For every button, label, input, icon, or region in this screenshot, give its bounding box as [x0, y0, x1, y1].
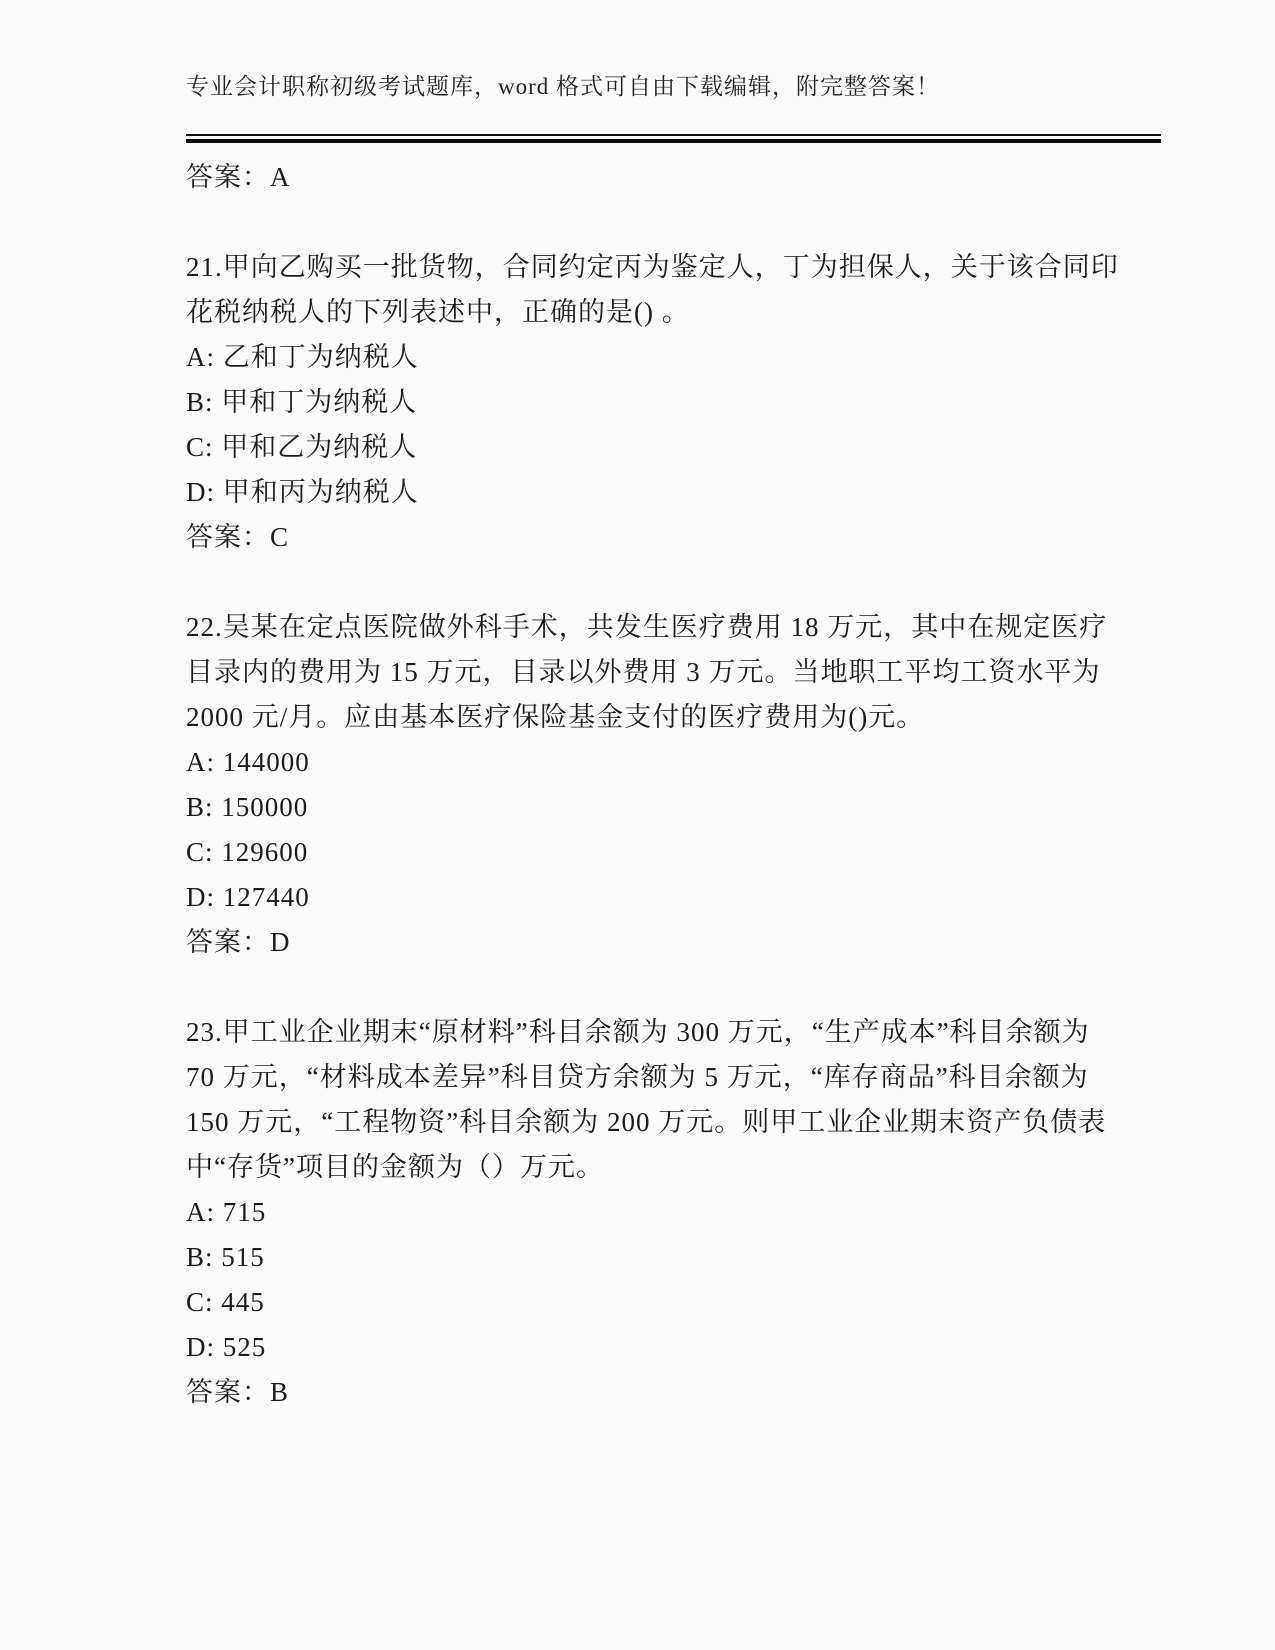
question-21-option-a: A: 乙和丁为纳税人: [186, 342, 419, 372]
previous-question-answer: 答案：A: [186, 162, 291, 192]
question-21-text: 21.甲向乙购买一批货物，合同约定丙为鉴定人，丁为担保人，关于该合同印花税纳税人的下列表述中，正确的是() 。: [186, 252, 1119, 327]
question-23-option-b: B: 515: [186, 1242, 265, 1272]
header-title: 专业会计职称初级考试题库，word 格式可自由下载编辑，附完整答案！: [186, 74, 941, 99]
question-23-option-a: A: 715: [186, 1197, 267, 1227]
question-23: [186, 1010, 1165, 1415]
question-22: [186, 605, 1165, 965]
document-header: [186, 72, 1165, 143]
question-21-option-c: C: 甲和乙为纳税人: [186, 432, 418, 462]
header-rule-divider: [186, 134, 1161, 143]
question-21-answer: 答案：C: [186, 522, 290, 552]
question-22-answer: 答案：D: [186, 927, 291, 957]
question-23-text: 23.甲工业企业期末“原材料”科目余额为 300 万元，“生产成本”科目余额为 70 万元，“材料成本差异”科目贷方余额为 5 万元，“库存商品”科目余额为 150 万元，“工程物资”科目余额为 200 万元。则甲工业企业期末资产负债表中“存货”项目的金额为（）万元。: [186, 1017, 1107, 1182]
question-22-text: 22.吴某在定点医院做外科手术，共发生医疗费用 18 万元，其中在规定医疗目录内的费用为 15 万元，目录以外费用 3 万元。当地职工平均工资水平为 2000 元/月。应由基本医疗保险基金支付的医疗费用为()元。: [186, 612, 1108, 732]
question-22-option-b: B: 150000: [186, 792, 309, 822]
question-23-answer: 答案：B: [186, 1377, 290, 1407]
question-22-option-a: A: 144000: [186, 747, 310, 777]
question-22-option-d: D: 127440: [186, 882, 310, 912]
question-23-option-d: D: 525: [186, 1332, 267, 1362]
question-22-option-c: C: 129600: [186, 837, 309, 867]
question-21: [186, 245, 1165, 560]
question-23-option-c: C: 445: [186, 1287, 265, 1317]
question-21-option-b: B: 甲和丁为纳税人: [186, 387, 418, 417]
question-21-option-d: D: 甲和丙为纳税人: [186, 477, 419, 507]
